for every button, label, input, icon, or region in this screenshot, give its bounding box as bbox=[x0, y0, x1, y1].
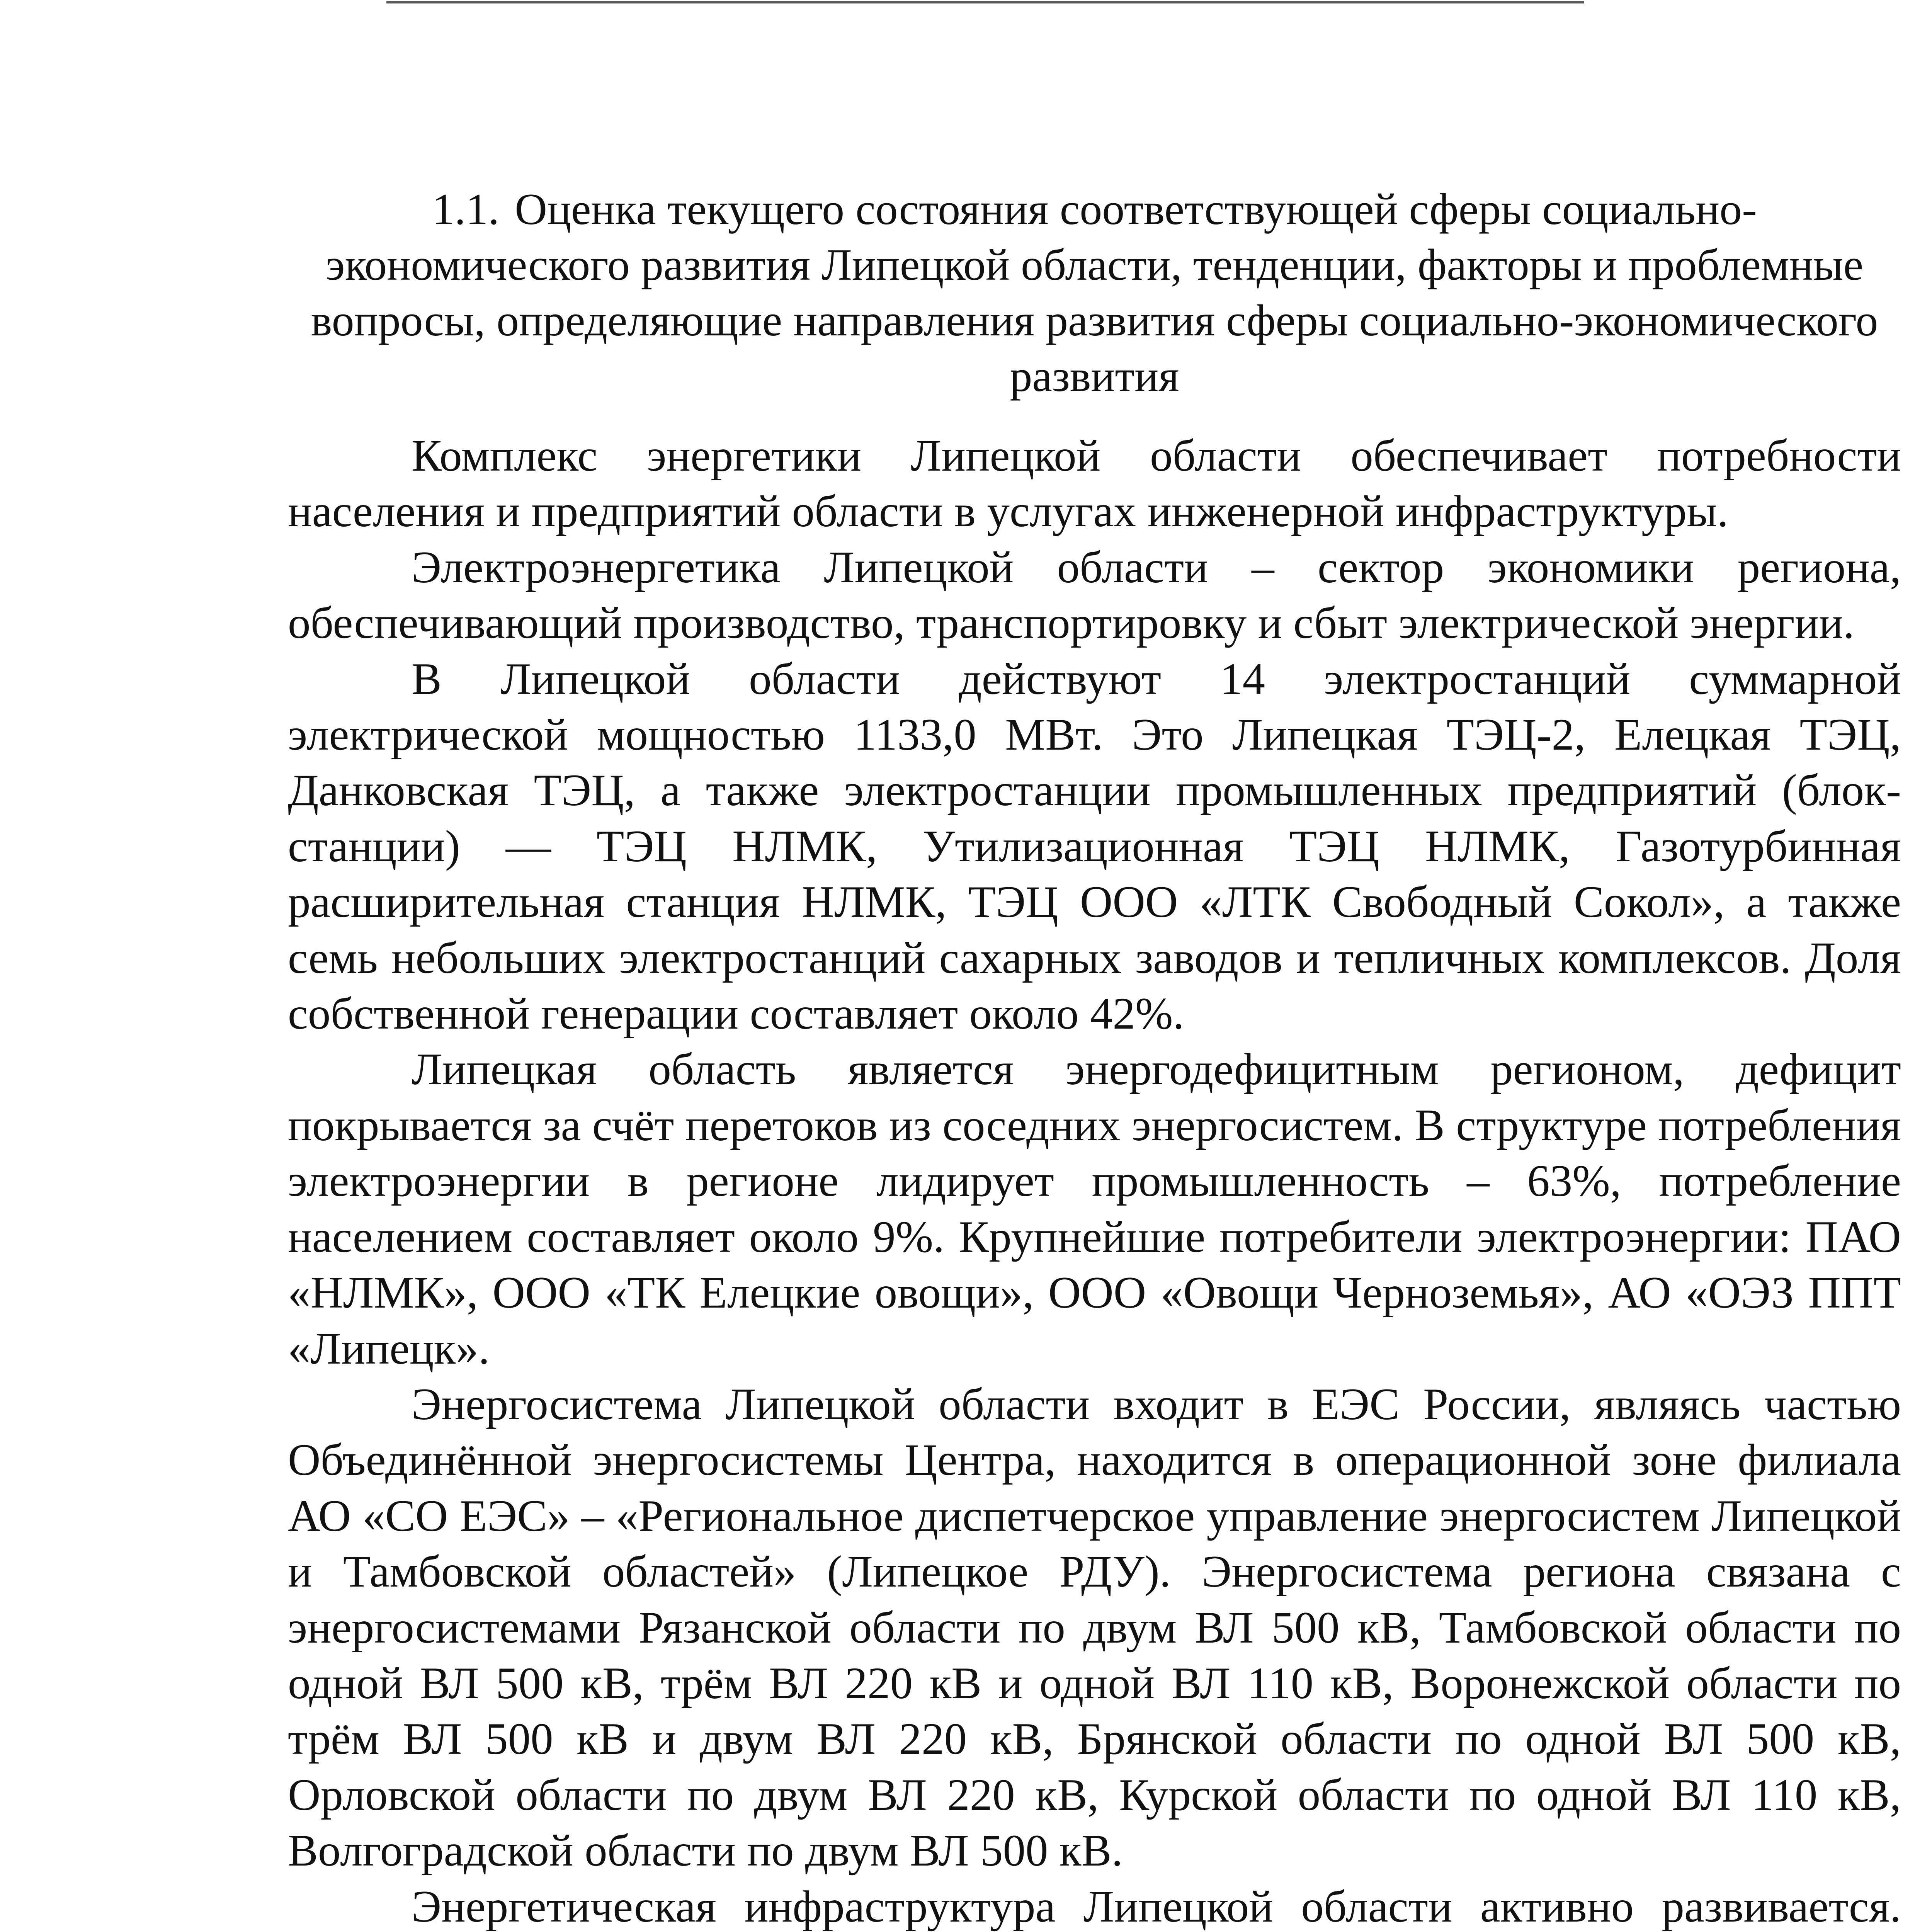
section-number: 1.1. bbox=[432, 185, 500, 234]
paragraph-power-plants: В Липецкой области действуют 14 электростанций суммарной электрической мощностью 1133,0 МВт. Это Липецкая ТЭЦ-2, Елецкая ТЭЦ, Данковская ТЭЦ, а также электростанции промышленных предприятий (блок-станции) — ТЭЦ НЛМК, Утилизационная ТЭЦ НЛМК, Газотурбинная расширительная станция НЛМК, ТЭЦ ООО «ЛТК Свободный Сокол», а также семь небольших электростанций сахарных заводов и тепличных комплексов. Доля собственной генерации составляет около 42%. bbox=[288, 654, 1901, 1039]
paragraph-electric-power-sector: Электроэнергетика Липецкой области – сектор экономики региона, обеспечивающий производство, транспортировку и сбыт электрической энергии. bbox=[288, 542, 1901, 648]
paragraph-energy-deficit: Липецкая область является энергодефицитным регионом, дефицит покрывается за счёт перетоков из соседних энергосистем. В структуре потребления электроэнергии в регионе лидирует промышленность – 63%, потребление населением составляет около 9%. Крупнейшие потребители электроэнергии: ПАО «НЛМК», ООО «ТК Елецкие овощи», ООО «Овощи Черноземья», АО «ОЭЗ ППТ «Липецк». bbox=[288, 1044, 1901, 1374]
document-body bbox=[288, 182, 1901, 1932]
section-title: Оценка текущего состояния соответствующей сферы социально-экономического развития Липецкой области, тенденции, факторы и проблемные вопросы, определяющие направления развития сферы социально-экономического развития bbox=[311, 185, 1878, 401]
section-heading bbox=[288, 182, 1901, 404]
paragraph-power-system: Энергосистема Липецкой области входит в ЕЭС России, являясь частью Объединённой энергосистемы Центра, находится в операционной зоне филиала АО «СО ЕЭС» – «Региональное диспетчерское управление энергосистем Липецкой и Тамбовской областей» (Липецкое РДУ). Энергосистема региона связана с энергосистемами Рязанской области по двум ВЛ 500 кВ, Тамбовской области по одной ВЛ 500 кВ, трём ВЛ 220 кВ и одной ВЛ 110 кВ, Воронежской области по трём ВЛ 500 кВ и двум ВЛ 220 кВ, Брянской области по одной ВЛ 500 кВ, Орловской области по двум ВЛ 220 кВ, Курской области по одной ВЛ 110 кВ, Волгоградской области по двум ВЛ 500 кВ. bbox=[288, 1379, 1901, 1876]
scan-top-edge bbox=[386, 1, 1584, 3]
paragraph-energy-complex: Комплекс энергетики Липецкой области обеспечивает потребности населения и предприятий области в услугах инженерной инфраструктуры. bbox=[288, 431, 1901, 537]
paragraph-infrastructure-development: Энергетическая инфраструктура Липецкой области активно развивается. bbox=[412, 1881, 1901, 1932]
